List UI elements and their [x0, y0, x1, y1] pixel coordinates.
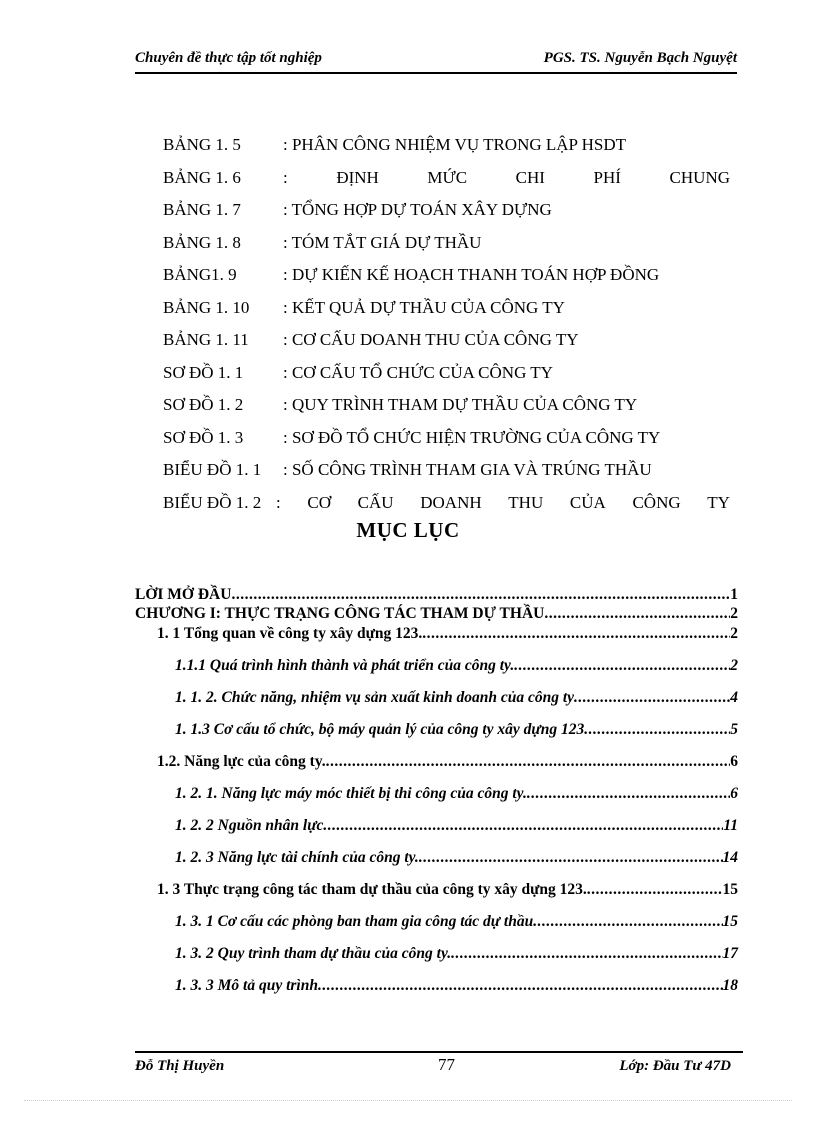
- table-entry: [163, 197, 730, 230]
- table-entry-desc: : CƠ CẤU DOANH THU CỦA CÔNG TY: [283, 330, 579, 349]
- page-header: [135, 46, 737, 74]
- toc-leader: [323, 817, 723, 835]
- toc-entry[interactable]: [135, 605, 738, 625]
- toc-leader: [326, 753, 731, 771]
- desc-word: CỦA: [569, 492, 606, 512]
- toc-entry[interactable]: [135, 753, 738, 785]
- toc-entry-page: 2: [730, 657, 738, 674]
- desc-word: THU: [508, 492, 544, 512]
- table-entry-label: BẢNG 1. 11: [163, 330, 249, 349]
- toc-entry-page: 6: [730, 785, 738, 802]
- toc-leader: [574, 689, 730, 707]
- toc-entry[interactable]: [135, 849, 738, 881]
- table-entry-desc: [276, 490, 730, 516]
- table-entry-label: BẢNG1. 9: [163, 265, 237, 284]
- table-entry-desc: : TỔNG HỢP DỰ TOÁN XÂY DỰNG: [283, 200, 552, 219]
- table-entry: [163, 360, 730, 393]
- toc-leader: [451, 945, 722, 963]
- toc-entry[interactable]: [135, 721, 738, 753]
- toc-entry[interactable]: [135, 913, 738, 945]
- table-entry: [163, 295, 730, 328]
- table-entry-label: BIỂU ĐỒ 1. 1: [163, 460, 262, 479]
- table-of-contents: [135, 586, 738, 1009]
- toc-entry-text: 1.2. Năng lực của công ty.: [157, 753, 326, 770]
- table-entry-label: SƠ ĐỒ 1. 2: [163, 395, 244, 414]
- footer-class: Lớp: Đầu Tư 47D: [619, 1058, 731, 1074]
- table-entry: [163, 165, 730, 198]
- table-entry-desc: : SƠ ĐỒ TỔ CHỨC HIỆN TRƯỜNG CỦA CÔNG TY: [283, 427, 661, 447]
- table-entry-desc: : SỐ CÔNG TRÌNH THAM GIA VÀ TRÚNG THẦU: [283, 460, 652, 479]
- toc-entry-text: 1.1.1 Quá trình hình thành và phát triển của công ty.: [175, 657, 515, 674]
- table-entry-desc: : KẾT QUẢ DỰ THẦU CỦA CÔNG TY: [283, 297, 565, 317]
- toc-entry[interactable]: [135, 977, 738, 1009]
- toc-entry[interactable]: [135, 785, 738, 817]
- toc-entry-page: 15: [722, 913, 738, 930]
- toc-entry-page: 2: [730, 605, 738, 622]
- toc-heading: MỤC LỤC: [356, 518, 460, 542]
- header-title: Chuyên đề thực tập tốt nghiệp: [135, 50, 322, 66]
- desc-word: TY: [707, 492, 730, 512]
- toc-entry[interactable]: [135, 657, 738, 689]
- toc-entry-page: 17: [722, 945, 738, 962]
- table-entry-label: BIỂU ĐỒ 1. 2: [163, 492, 262, 512]
- table-entry: [163, 457, 730, 490]
- table-entry-desc: : QUY TRÌNH THAM DỰ THẦU CỦA CÔNG TY: [283, 395, 638, 414]
- table-entry-desc: : TÓM TẮT GIÁ DỰ THẦU: [283, 232, 482, 252]
- table-entry: [163, 132, 730, 165]
- toc-entry[interactable]: [135, 817, 738, 849]
- toc-entry[interactable]: [135, 689, 738, 721]
- desc-word: :: [276, 492, 281, 512]
- toc-leader: [584, 721, 730, 739]
- toc-entry-page: 1: [730, 586, 738, 603]
- desc-word: CHI: [515, 167, 545, 187]
- page-number: 77: [438, 1055, 455, 1074]
- toc-entry-text: 1. 3 Thực trạng công tác tham dự thầu của công ty xây dựng 123.: [157, 881, 587, 898]
- toc-entry[interactable]: [135, 945, 738, 977]
- toc-leader: [422, 625, 730, 643]
- toc-entry[interactable]: [135, 625, 738, 657]
- table-entry-desc: [283, 165, 730, 191]
- toc-entry-text: 1. 2. 2 Nguồn nhân lực: [175, 817, 324, 834]
- toc-leader: [533, 913, 722, 931]
- toc-entry-text: 1. 2. 1. Năng lực máy móc thiết bị thi công của công ty.: [175, 785, 527, 802]
- table-entry: [163, 327, 730, 360]
- toc-leader: [231, 586, 730, 604]
- desc-word: DOANH: [420, 492, 482, 512]
- desc-word: ĐỊNH: [336, 167, 379, 187]
- toc-entry-text: LỜI MỞ ĐẦU: [135, 586, 232, 603]
- desc-word: CƠ: [307, 492, 332, 512]
- toc-entry-page: 6: [730, 753, 738, 770]
- table-entry: [163, 392, 730, 425]
- desc-word: MỨC: [427, 167, 468, 187]
- toc-entry-page: 11: [723, 817, 738, 834]
- desc-word: CÔNG: [632, 492, 681, 512]
- page-edge-divider: [24, 1100, 792, 1101]
- list-of-tables: [163, 132, 730, 522]
- desc-word: PHÍ: [593, 167, 621, 187]
- table-entry: [163, 262, 730, 295]
- toc-leader: [318, 977, 723, 995]
- table-entry-label: BẢNG 1. 6: [163, 167, 241, 187]
- toc-entry-text: CHƯƠNG I: THỰC TRẠNG CÔNG TÁC THAM DỰ THẦU: [135, 605, 545, 622]
- toc-entry-page: 18: [722, 977, 738, 994]
- toc-entry-text: 1. 1.3 Cơ cấu tổ chức, bộ máy quản lý của công ty xây dựng 123: [175, 721, 585, 738]
- table-entry-label: BẢNG 1. 8: [163, 232, 241, 252]
- toc-entry-text: 1. 1. 2. Chức năng, nhiệm vụ sản xuất kinh doanh của công ty: [175, 689, 575, 706]
- toc-entry-page: 5: [730, 721, 738, 738]
- table-entry-label: BẢNG 1. 5: [163, 135, 241, 154]
- toc-leader: [419, 849, 723, 867]
- header-author: PGS. TS. Nguyễn Bạch Nguyệt: [543, 50, 737, 66]
- page-footer: [135, 1051, 743, 1081]
- table-entry-label: SƠ ĐỒ 1. 3: [163, 427, 244, 447]
- toc-leader: [544, 605, 730, 623]
- toc-leader: [514, 657, 730, 675]
- toc-leader: [587, 881, 723, 899]
- desc-word: CẤU: [357, 492, 394, 512]
- desc-word: :: [283, 167, 288, 187]
- toc-entry-text: 1. 1 Tổng quan về công ty xây dựng 123.: [157, 625, 423, 642]
- toc-entry-page: 15: [722, 881, 738, 898]
- table-entry: [163, 230, 730, 263]
- table-entry-desc: : DỰ KIẾN KẾ HOẠCH THANH TOÁN HỢP ĐỒNG: [283, 265, 660, 284]
- toc-entry-text: 1. 3. 1 Cơ cấu các phòng ban tham gia công tác dự thầu: [175, 913, 534, 930]
- toc-entry-page: 14: [722, 849, 738, 866]
- footer-author: Đỗ Thị Huyền: [135, 1058, 225, 1074]
- desc-word: CHUNG: [669, 167, 730, 187]
- toc-entry[interactable]: [135, 586, 738, 605]
- toc-entry-text: 1. 3. 2 Quy trình tham dự thầu của công ty.: [175, 945, 452, 962]
- toc-entry-text: 1. 2. 3 Năng lực tài chính của công ty.: [175, 849, 419, 866]
- table-entry-label: BẢNG 1. 10: [163, 297, 250, 317]
- table-entry-label: BẢNG 1. 7: [163, 200, 241, 219]
- table-entry: [163, 425, 730, 458]
- toc-entry-page: 4: [730, 689, 738, 706]
- table-entry-label: SƠ ĐỒ 1. 1: [163, 362, 244, 382]
- toc-entry-text: 1. 3. 3 Mô tả quy trình: [175, 977, 318, 994]
- table-entry-desc: : CƠ CẤU TỔ CHỨC CỦA CÔNG TY: [283, 362, 553, 382]
- toc-entry[interactable]: [135, 881, 738, 913]
- table-entry-desc: : PHÂN CÔNG NHIỆM VỤ TRONG LẬP HSDT: [283, 135, 627, 154]
- toc-leader: [527, 785, 730, 803]
- toc-entry-page: 2: [730, 625, 738, 642]
